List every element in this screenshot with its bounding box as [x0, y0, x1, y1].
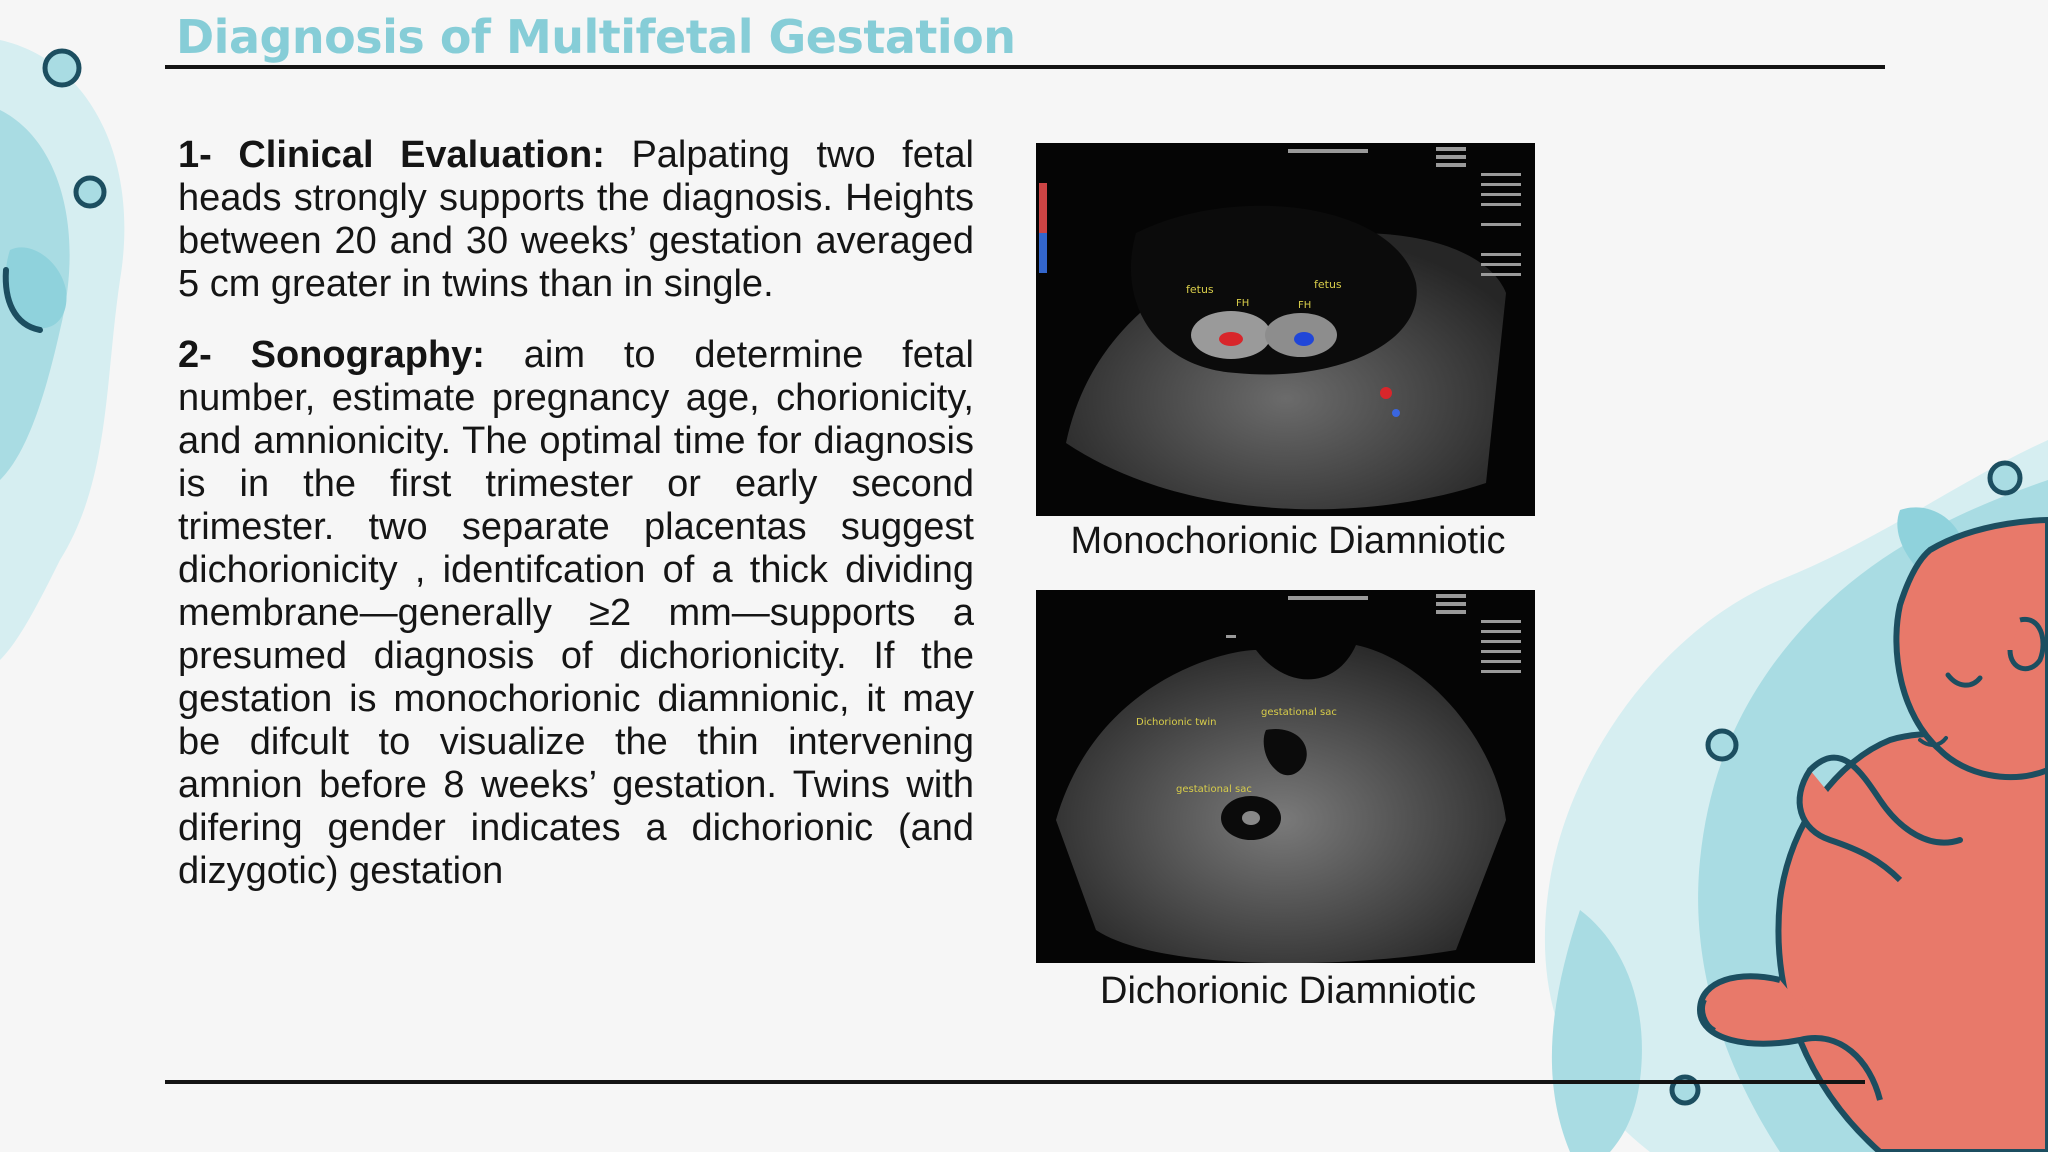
section-heading: 2- Sonography: [178, 334, 485, 376]
section-sonography [178, 334, 974, 893]
section-heading: 1- Clinical Evaluation: [178, 134, 605, 176]
ultrasound-monochorionic-image [1036, 143, 1535, 516]
slide-title: Diagnosis of Multifetal Gestation [176, 10, 1016, 64]
ultrasound-scan [1036, 590, 1535, 963]
decorative-blob-left [0, 0, 200, 700]
section-text: Palpating two fetal heads strongly supports the diagnosis. Heights between 20 and 30 weeks’ gestation averaged 5 cm greater in twins than in single. [178, 134, 974, 305]
label-gestational-sac: gestational sac [1176, 784, 1252, 795]
image-caption-dichorionic: Dichorionic Diamniotic [1100, 970, 1476, 1012]
image-caption-monochorionic: Monochorionic Diamniotic [1070, 520, 1506, 562]
section-text: aim to determine fetal number, estimate pregnancy age, chorionicity, and amnionicity. The optimal time for diagnosis is in the first trimester or early second trimester. two separate placentas suggest dichorionicity , identifcation of a thick dividing membrane—generally ≥2 mm—supports a presumed diagnosis of dichorionicity. If the gestation is monochorionic diamnionic, it may be difcult to visualize the thin intervening amnion before 8 weeks’ gestation. Twins with difering gender indicates a dichorionic (and dizygotic) gestation [178, 334, 974, 892]
section-clinical-evaluation [178, 134, 974, 306]
label-fh: FH [1236, 298, 1250, 309]
label-fetus: fetus [1186, 283, 1214, 296]
decorative-baby-illustration [1460, 440, 2048, 1152]
label-gestational-sac: gestational sac [1261, 707, 1337, 718]
label-fh: FH [1298, 300, 1312, 311]
footer-rule [165, 1080, 1865, 1084]
label-dichorionic-twin: Dichorionic twin [1136, 717, 1217, 728]
title-underline [165, 65, 1885, 69]
ultrasound-scan [1036, 143, 1535, 516]
body-text [178, 134, 974, 921]
ultrasound-dichorionic-image [1036, 590, 1535, 963]
label-fetus: fetus [1314, 278, 1342, 291]
